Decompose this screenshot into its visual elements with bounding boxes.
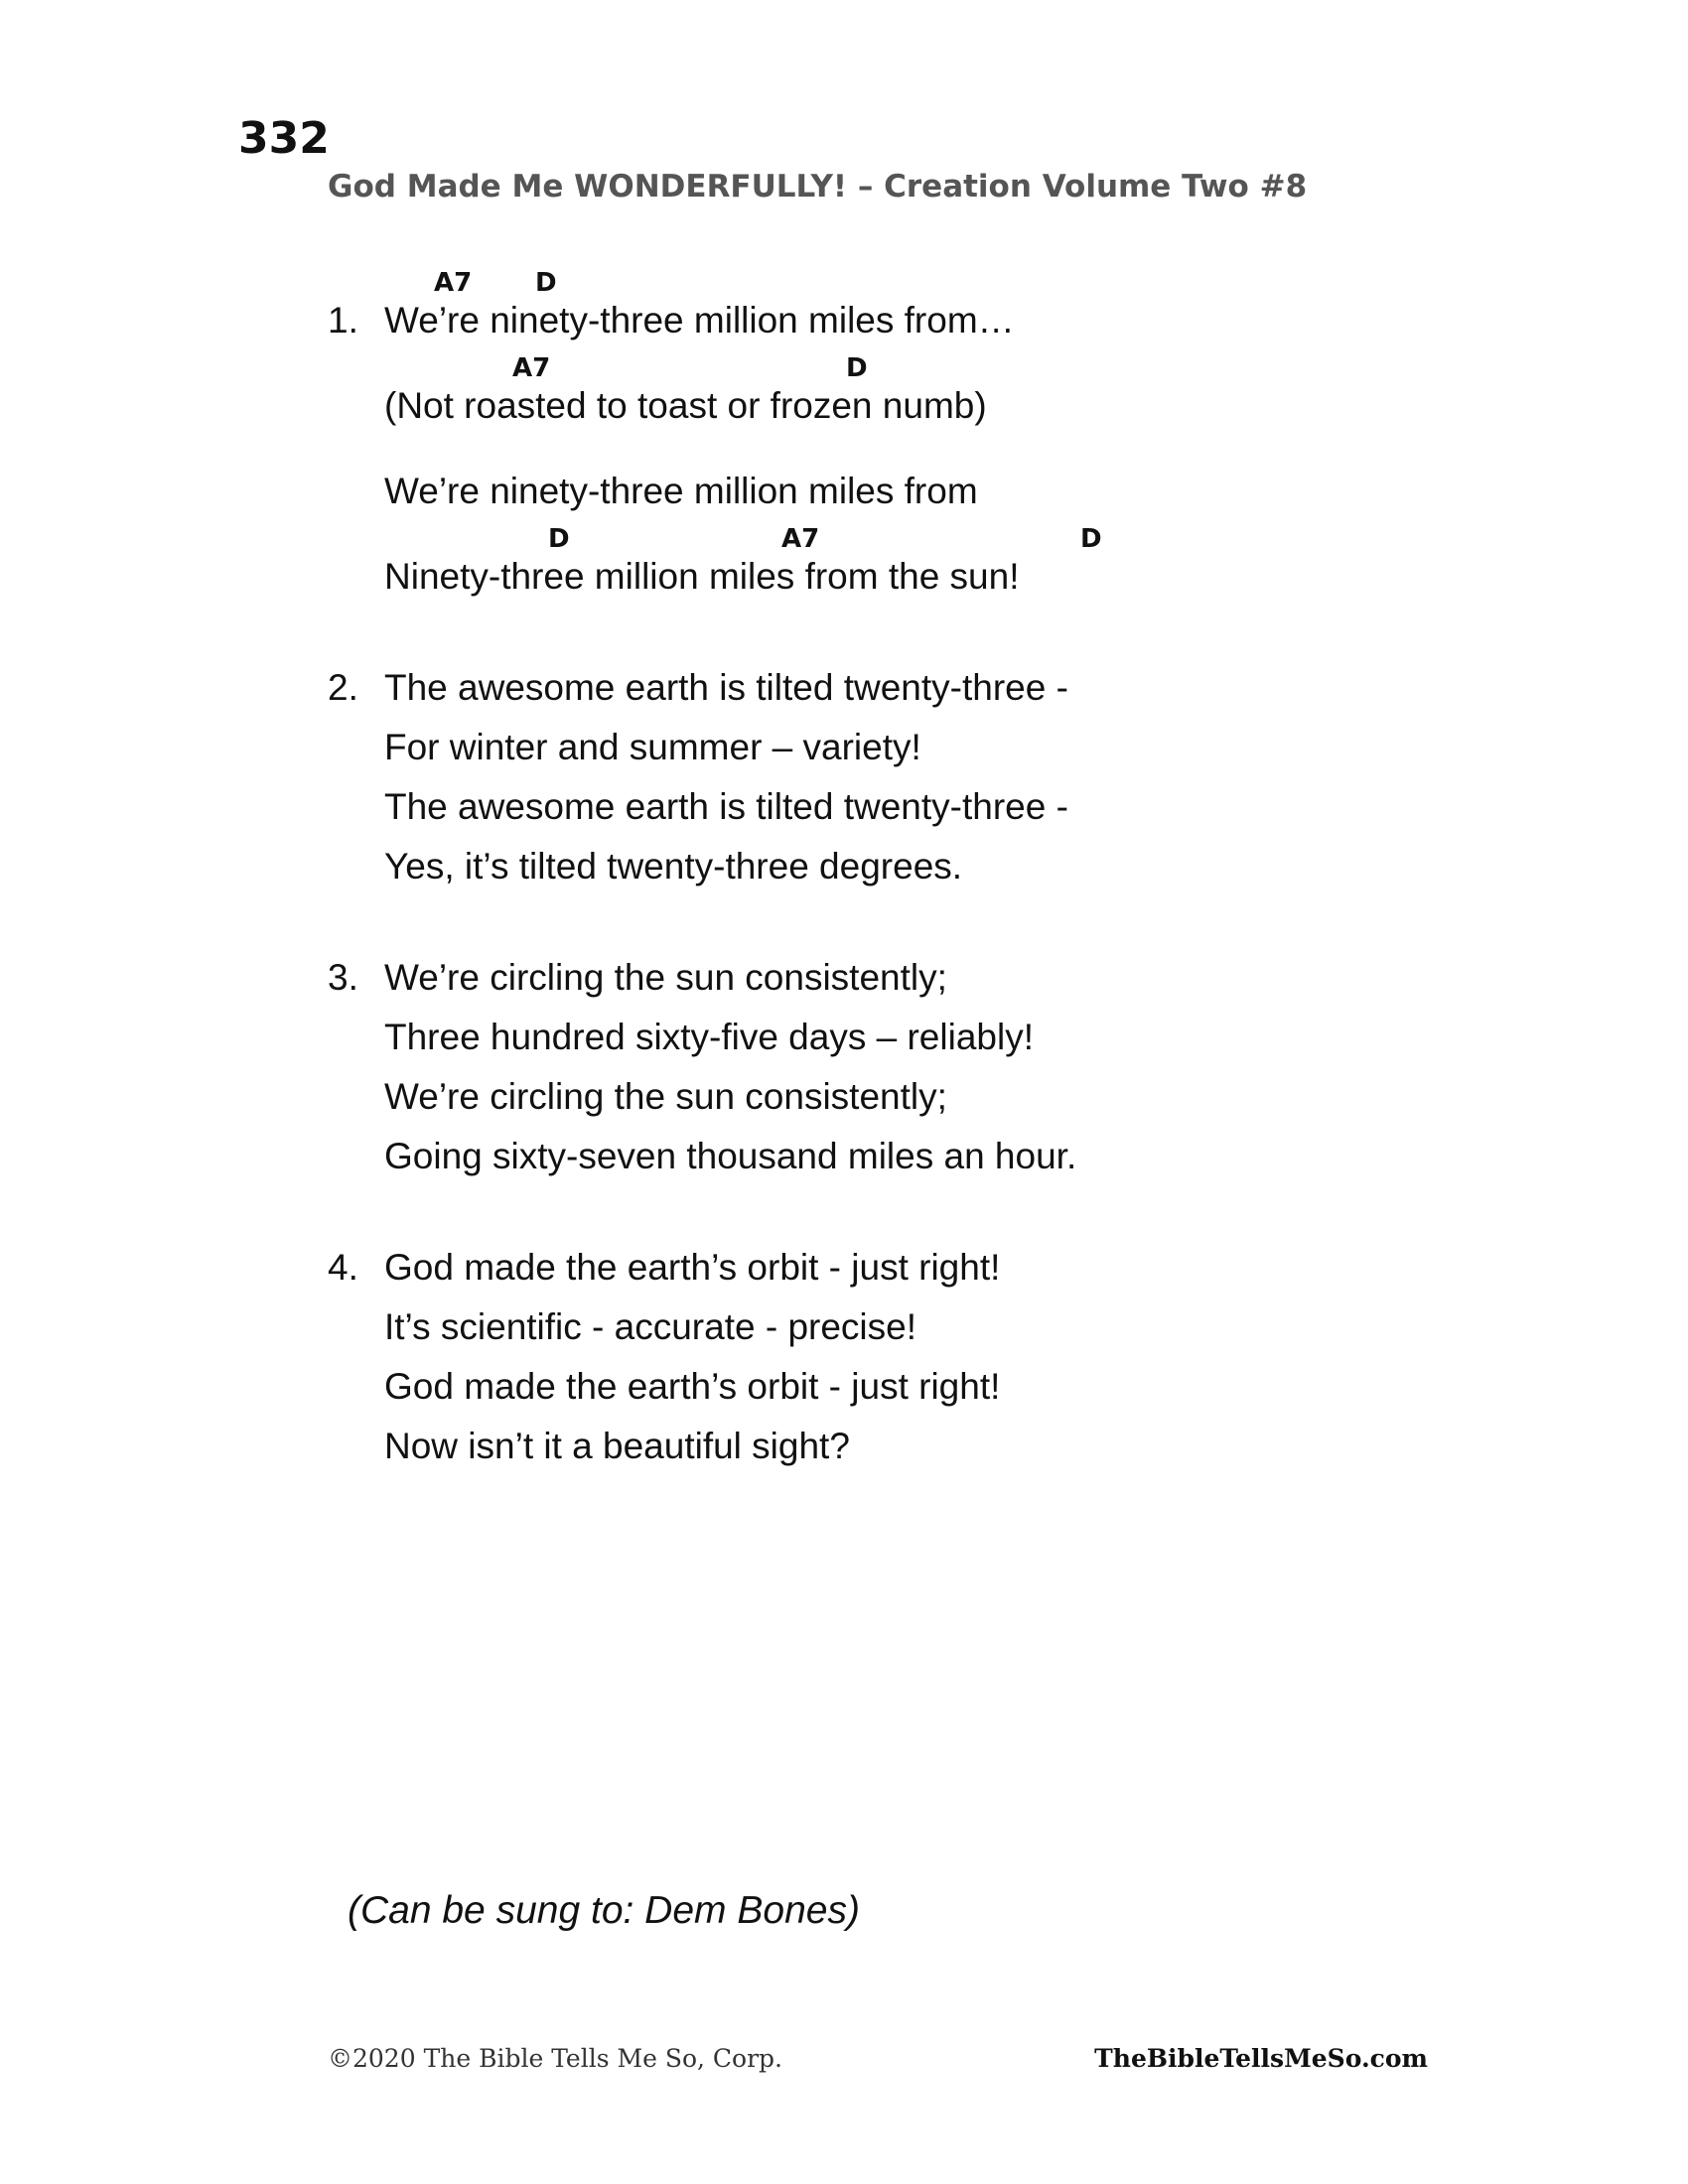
page-number: 332 bbox=[238, 113, 330, 164]
chord-a7: A7 bbox=[512, 353, 551, 383]
lyric-line: God made the earth’s orbit - just right! bbox=[384, 1366, 1001, 1407]
verse-number: 2. bbox=[328, 667, 358, 708]
chord-d: D bbox=[846, 353, 868, 383]
verse-number: 3. bbox=[328, 957, 358, 998]
song-title: God Made Me WONDERFULLY! – Creation Volume Two #8 bbox=[328, 169, 1308, 205]
lyric-line: Yes, it’s tilted twenty-three degrees. bbox=[384, 846, 963, 887]
lyric-line: The awesome earth is tilted twenty-three - bbox=[384, 786, 1068, 827]
lyric-line: For winter and summer – variety! bbox=[384, 727, 921, 767]
website-link[interactable]: TheBibleTellsMeSo.com bbox=[1094, 2044, 1428, 2073]
verse-number: 1. bbox=[328, 300, 358, 341]
chord-d: D bbox=[1080, 524, 1102, 554]
lyric-line: We’re ninety-three million miles from bbox=[384, 471, 978, 511]
tune-note: (Can be sung to: Dem Bones) bbox=[348, 1889, 860, 1932]
lyric-line: Ninety-three million miles from the sun! bbox=[384, 556, 1020, 597]
chord-d: D bbox=[535, 268, 557, 298]
lyric-line: (Not roasted to toast or frozen numb) bbox=[384, 385, 987, 426]
lyric-line: We’re ninety-three million miles from… bbox=[384, 300, 1015, 341]
copyright-notice: ©2020 The Bible Tells Me So, Corp. bbox=[328, 2044, 782, 2073]
lyric-line: We’re circling the sun consistently; bbox=[384, 1076, 947, 1117]
lyric-line: God made the earth’s orbit - just right! bbox=[384, 1247, 1001, 1288]
chord-a7: A7 bbox=[781, 524, 820, 554]
lyric-line: We’re circling the sun consistently; bbox=[384, 957, 947, 998]
lyric-line: Now isn’t it a beautiful sight? bbox=[384, 1426, 850, 1466]
chord-d: D bbox=[548, 524, 570, 554]
verse-number: 4. bbox=[328, 1247, 358, 1288]
lyric-line: Going sixty-seven thousand miles an hour. bbox=[384, 1136, 1077, 1176]
lyric-line: Three hundred sixty-five days – reliably! bbox=[384, 1017, 1034, 1057]
lyric-line: The awesome earth is tilted twenty-three - bbox=[384, 667, 1068, 708]
chord-a7: A7 bbox=[434, 268, 473, 298]
lyric-line: It’s scientific - accurate - precise! bbox=[384, 1306, 916, 1347]
